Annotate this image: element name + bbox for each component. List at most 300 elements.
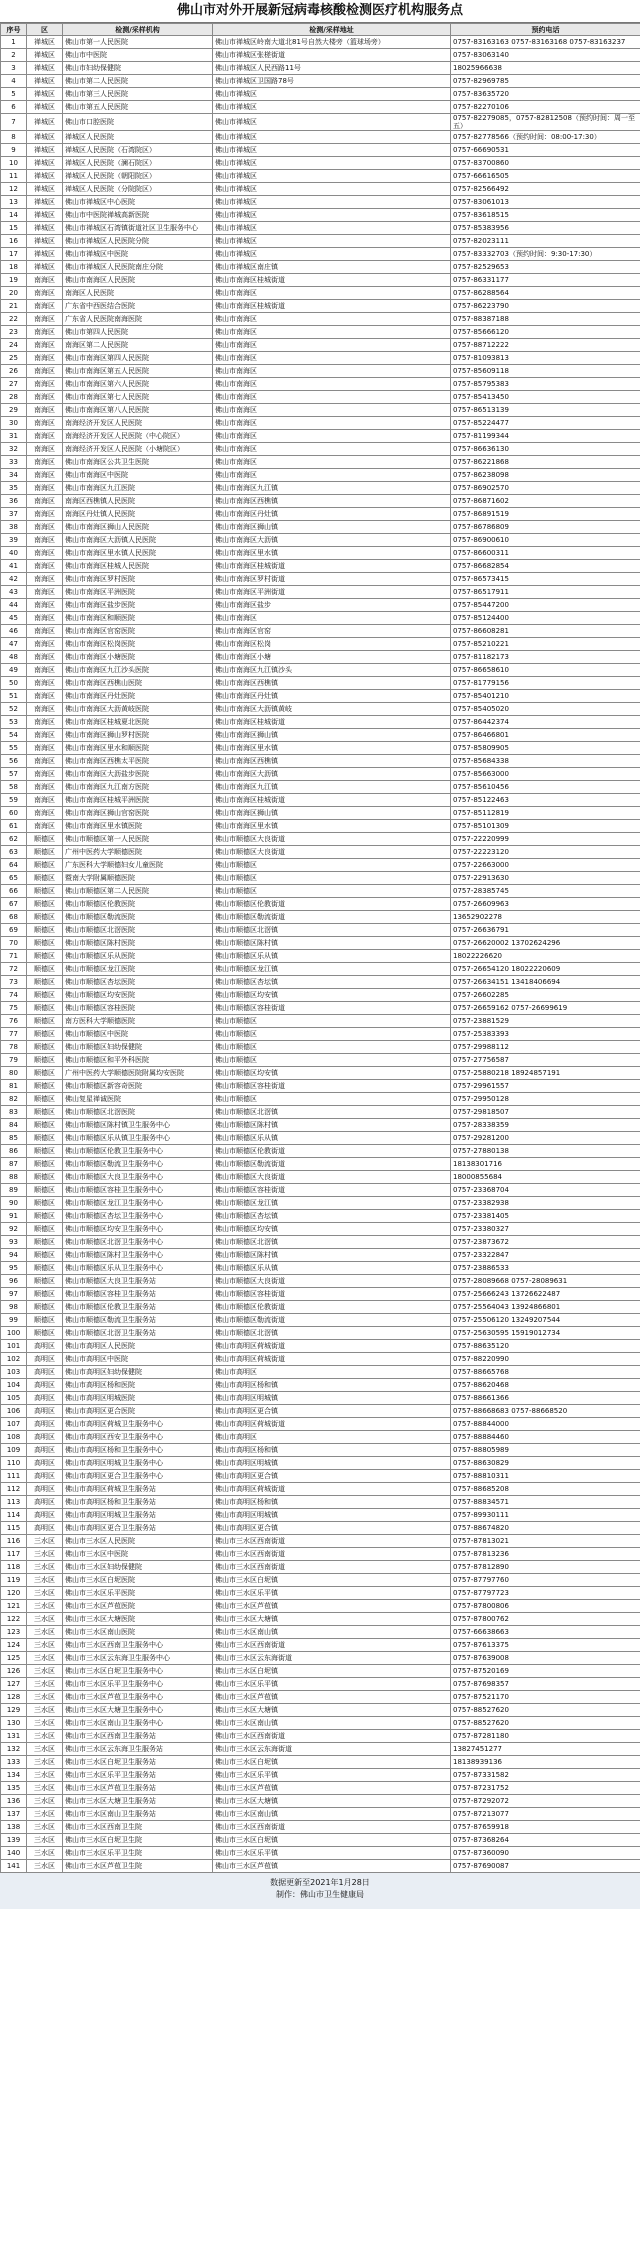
row-index: 33 (1, 456, 27, 469)
row-district: 高明区 (27, 1405, 63, 1418)
row-district: 顺德区 (27, 1028, 63, 1041)
row-phone: 0757-25383393 (451, 1028, 640, 1041)
row-institution: 佛山市南海区人民医院 (63, 274, 213, 287)
table-row (1, 261, 640, 274)
row-address: 佛山市南海区 (213, 443, 451, 456)
table-row (1, 963, 640, 976)
row-address: 佛山市顺德区龙江镇 (213, 1197, 451, 1210)
row-address: 佛山市顺德区乐从镇 (213, 950, 451, 963)
row-index: 59 (1, 794, 27, 807)
row-address: 佛山市南海区盐步 (213, 599, 451, 612)
row-address: 佛山市顺德区勒流街道 (213, 911, 451, 924)
row-address: 佛山市禅城区 (213, 170, 451, 183)
row-index: 55 (1, 742, 27, 755)
table-row (1, 1249, 640, 1262)
row-phone: 0757-66616505 (451, 170, 640, 183)
table-row (1, 378, 640, 391)
row-phone: 0757-82279085，0757-82812508（预约时间：周一至五） (451, 114, 640, 131)
row-index: 129 (1, 1704, 27, 1717)
row-index: 106 (1, 1405, 27, 1418)
row-index: 72 (1, 963, 27, 976)
row-index: 92 (1, 1223, 27, 1236)
row-district: 南海区 (27, 625, 63, 638)
row-address: 佛山市南海区西樵镇 (213, 495, 451, 508)
row-phone: 0757-26659162 0757-26699619 (451, 1002, 640, 1015)
row-address: 佛山市南海区松岗 (213, 638, 451, 651)
row-district: 南海区 (27, 677, 63, 690)
table-row (1, 1743, 640, 1756)
row-phone: 0757-82529653 (451, 261, 640, 274)
table-row (1, 1795, 640, 1808)
table-row (1, 534, 640, 547)
table-row (1, 300, 640, 313)
row-index: 43 (1, 586, 27, 599)
row-address: 佛山市南海区大沥镇黄岐 (213, 703, 451, 716)
row-institution: 佛山市口腔医院 (63, 114, 213, 131)
table-row (1, 664, 640, 677)
table-row (1, 1691, 640, 1704)
row-phone: 18138939136 (451, 1756, 640, 1769)
row-institution: 禅城区人民医院（澜石院区） (63, 157, 213, 170)
row-district: 禅城区 (27, 144, 63, 157)
table-row (1, 75, 640, 88)
row-index: 54 (1, 729, 27, 742)
table-row (1, 638, 640, 651)
row-address: 佛山市高明区荷城街道 (213, 1340, 451, 1353)
row-institution: 佛山市三水区白坭卫生服务中心 (63, 1665, 213, 1678)
table-row (1, 1210, 640, 1223)
table-row (1, 937, 640, 950)
table-row (1, 49, 640, 62)
row-index: 128 (1, 1691, 27, 1704)
row-district: 顺德区 (27, 1275, 63, 1288)
row-index: 12 (1, 183, 27, 196)
row-address: 佛山市禅城区南庄镇 (213, 261, 451, 274)
row-district: 顺德区 (27, 1080, 63, 1093)
row-phone: 0757-87698357 (451, 1678, 640, 1691)
row-district: 南海区 (27, 534, 63, 547)
row-institution: 佛山市南海区官窑医院 (63, 625, 213, 638)
table-row (1, 352, 640, 365)
row-district: 南海区 (27, 742, 63, 755)
row-district: 禅城区 (27, 101, 63, 114)
table-row (1, 872, 640, 885)
row-institution: 佛山市禅城区石湾镇街道社区卫生服务中心 (63, 222, 213, 235)
row-address: 佛山市顺德区容桂街道 (213, 1080, 451, 1093)
table-row (1, 1184, 640, 1197)
row-institution: 佛山市南海区桂城人民医院 (63, 560, 213, 573)
row-index: 113 (1, 1496, 27, 1509)
row-district: 顺德区 (27, 1210, 63, 1223)
row-institution: 佛山市顺德区妇幼保健院 (63, 1041, 213, 1054)
table-row (1, 1665, 640, 1678)
row-index: 1 (1, 36, 27, 49)
table-row (1, 144, 640, 157)
table-row (1, 417, 640, 430)
row-index: 2 (1, 49, 27, 62)
row-phone: 0757-23380327 (451, 1223, 640, 1236)
row-institution: 佛山市三水区白坭卫生服务站 (63, 1756, 213, 1769)
row-index: 98 (1, 1301, 27, 1314)
row-district: 三水区 (27, 1665, 63, 1678)
row-index: 100 (1, 1327, 27, 1340)
row-institution: 佛山市顺德区陈村医院 (63, 937, 213, 950)
row-address: 佛山市南海区里水镇 (213, 820, 451, 833)
row-address: 佛山市高明区明城镇 (213, 1457, 451, 1470)
row-district: 顺德区 (27, 1067, 63, 1080)
row-district: 南海区 (27, 482, 63, 495)
row-phone: 0757-86786809 (451, 521, 640, 534)
row-institution: 佛山市南海区狮山罗村医院 (63, 729, 213, 742)
table-row (1, 1587, 640, 1600)
row-phone: 0757-82969785 (451, 75, 640, 88)
row-phone: 0757-86658610 (451, 664, 640, 677)
row-address: 佛山市南海区罗村街道 (213, 573, 451, 586)
row-address: 佛山市禅城区人民西路11号 (213, 62, 451, 75)
row-district: 顺德区 (27, 1054, 63, 1067)
row-institution: 佛山市顺德区大良卫生服务站 (63, 1275, 213, 1288)
row-index: 4 (1, 75, 27, 88)
table-row (1, 820, 640, 833)
row-institution: 禅城区人民医院（朝阳院区） (63, 170, 213, 183)
row-index: 118 (1, 1561, 27, 1574)
table-row (1, 976, 640, 989)
row-institution: 佛山市高明区更合卫生服务中心 (63, 1470, 213, 1483)
row-district: 顺德区 (27, 924, 63, 937)
table-row (1, 1236, 640, 1249)
row-address: 佛山市顺德区勒流街道 (213, 1314, 451, 1327)
row-phone: 0757-83163163 0757-83163168 0757-83163237 (451, 36, 640, 49)
row-district: 顺德区 (27, 885, 63, 898)
row-phone: 0757-88630829 (451, 1457, 640, 1470)
row-district: 三水区 (27, 1626, 63, 1639)
row-district: 三水区 (27, 1639, 63, 1652)
table-row (1, 183, 640, 196)
row-district: 禅城区 (27, 114, 63, 131)
table-row (1, 1548, 640, 1561)
row-address: 佛山市禅城区 (213, 114, 451, 131)
row-district: 南海区 (27, 560, 63, 573)
row-address: 佛山市顺德区伦教街道 (213, 1145, 451, 1158)
row-district: 禅城区 (27, 183, 63, 196)
row-institution: 佛山市顺德区北滘医院 (63, 1106, 213, 1119)
row-address: 佛山市南海区桂城街道 (213, 300, 451, 313)
table-row (1, 911, 640, 924)
table-row (1, 1093, 640, 1106)
row-institution: 广东医科大学顺德妇女儿童医院 (63, 859, 213, 872)
table-row (1, 1080, 640, 1093)
row-index: 85 (1, 1132, 27, 1145)
row-address: 佛山市南海区狮山镇 (213, 729, 451, 742)
row-index: 109 (1, 1444, 27, 1457)
row-phone: 0757-87331582 (451, 1769, 640, 1782)
row-district: 三水区 (27, 1795, 63, 1808)
row-index: 60 (1, 807, 27, 820)
row-phone: 0757-86891519 (451, 508, 640, 521)
table-row (1, 703, 640, 716)
row-district: 顺德区 (27, 950, 63, 963)
footer (0, 1873, 640, 1909)
row-index: 136 (1, 1795, 27, 1808)
row-district: 南海区 (27, 443, 63, 456)
row-phone: 0757-88220990 (451, 1353, 640, 1366)
row-address: 佛山市顺德区伦教街道 (213, 1301, 451, 1314)
row-district: 高明区 (27, 1470, 63, 1483)
row-index: 108 (1, 1431, 27, 1444)
row-institution: 佛山市南海区狮山官窑医院 (63, 807, 213, 820)
row-phone: 0757-87813236 (451, 1548, 640, 1561)
row-district: 南海区 (27, 690, 63, 703)
row-district: 顺德区 (27, 1145, 63, 1158)
row-address: 佛山市高明区更合镇 (213, 1405, 451, 1418)
row-index: 56 (1, 755, 27, 768)
row-index: 88 (1, 1171, 27, 1184)
row-index: 52 (1, 703, 27, 716)
table-row (1, 1392, 640, 1405)
row-address: 佛山市南海区 (213, 612, 451, 625)
row-district: 南海区 (27, 495, 63, 508)
row-index: 42 (1, 573, 27, 586)
row-index: 138 (1, 1821, 27, 1834)
row-index: 95 (1, 1262, 27, 1275)
row-district: 南海区 (27, 365, 63, 378)
row-institution: 佛山复星禅诚医院 (63, 1093, 213, 1106)
table-row (1, 950, 640, 963)
row-address: 佛山市南海区 (213, 404, 451, 417)
row-institution: 佛山市三水区南山卫生服务站 (63, 1808, 213, 1821)
row-phone: 0757-85413450 (451, 391, 640, 404)
row-index: 23 (1, 326, 27, 339)
table-row (1, 1522, 640, 1535)
row-institution: 佛山市南海区第六人民医院 (63, 378, 213, 391)
row-index: 15 (1, 222, 27, 235)
row-phone: 0757-23322847 (451, 1249, 640, 1262)
row-address: 佛山市顺德区容桂街道 (213, 1002, 451, 1015)
row-phone: 0757-28385745 (451, 885, 640, 898)
row-address: 佛山市南海区 (213, 391, 451, 404)
row-address: 佛山市顺德区均安镇 (213, 1223, 451, 1236)
col-district: 区 (27, 24, 63, 36)
row-phone: 0757-29961557 (451, 1080, 640, 1093)
table-row (1, 495, 640, 508)
row-institution: 佛山市南海区九江沙头医院 (63, 664, 213, 677)
row-phone: 0757-26654120 18022220609 (451, 963, 640, 976)
row-institution: 佛山市顺德区伦教医院 (63, 898, 213, 911)
row-district: 南海区 (27, 391, 63, 404)
row-institution: 佛山市顺德区第一人民医院 (63, 833, 213, 846)
row-district: 禅城区 (27, 235, 63, 248)
table-row (1, 781, 640, 794)
table-row (1, 794, 640, 807)
table-row (1, 443, 640, 456)
row-index: 87 (1, 1158, 27, 1171)
row-address: 佛山市南海区 (213, 352, 451, 365)
row-index: 89 (1, 1184, 27, 1197)
row-index: 67 (1, 898, 27, 911)
row-index: 62 (1, 833, 27, 846)
row-address: 佛山市顺德区北滘镇 (213, 1236, 451, 1249)
row-index: 61 (1, 820, 27, 833)
row-district: 南海区 (27, 417, 63, 430)
row-address: 佛山市顺德区 (213, 885, 451, 898)
row-district: 顺德区 (27, 976, 63, 989)
row-index: 36 (1, 495, 27, 508)
table-row (1, 612, 640, 625)
row-district: 禅城区 (27, 75, 63, 88)
row-district: 南海区 (27, 287, 63, 300)
row-index: 130 (1, 1717, 27, 1730)
row-phone: 0757-88527620 (451, 1717, 640, 1730)
row-district: 禅城区 (27, 131, 63, 144)
table-row (1, 456, 640, 469)
row-district: 顺德区 (27, 1093, 63, 1106)
row-phone: 0757-83332703（预约时间：9:30-17:30） (451, 248, 640, 261)
row-district: 高明区 (27, 1483, 63, 1496)
row-index: 132 (1, 1743, 27, 1756)
row-institution: 佛山市顺德区勒流卫生服务中心 (63, 1158, 213, 1171)
footer-producer: 制作：佛山市卫生健康局 (276, 1890, 364, 1899)
row-district: 高明区 (27, 1340, 63, 1353)
row-phone: 0757-87639008 (451, 1652, 640, 1665)
row-district: 南海区 (27, 586, 63, 599)
row-address: 佛山市顺德区 (213, 1028, 451, 1041)
row-phone: 0757-85124400 (451, 612, 640, 625)
row-index: 84 (1, 1119, 27, 1132)
row-institution: 佛山市南海区大沥黄岐医院 (63, 703, 213, 716)
row-phone: 0757-88844000 (451, 1418, 640, 1431)
row-index: 79 (1, 1054, 27, 1067)
row-address: 佛山市禅城区岭南大道北81号自然大楼旁（篮球场旁） (213, 36, 451, 49)
row-institution: 佛山市顺德区北滘卫生服务中心 (63, 1236, 213, 1249)
row-phone: 0757-85609118 (451, 365, 640, 378)
row-address: 佛山市顺德区杏坛镇 (213, 976, 451, 989)
row-phone: 0757-25666243 13726622487 (451, 1288, 640, 1301)
row-index: 50 (1, 677, 27, 690)
table-row (1, 1067, 640, 1080)
row-address: 佛山市南海区 (213, 378, 451, 391)
row-district: 三水区 (27, 1756, 63, 1769)
table-row (1, 36, 640, 49)
row-phone: 0757-87360090 (451, 1847, 640, 1860)
row-address: 佛山市南海区丹灶镇 (213, 690, 451, 703)
row-phone: 0757-87812890 (451, 1561, 640, 1574)
table-row (1, 1197, 640, 1210)
row-index: 86 (1, 1145, 27, 1158)
row-institution: 佛山市高明区明城卫生服务站 (63, 1509, 213, 1522)
row-institution: 佛山市禅城区人民医院南庄分院 (63, 261, 213, 274)
row-institution: 佛山市顺德区乐从医院 (63, 950, 213, 963)
row-district: 顺德区 (27, 911, 63, 924)
row-district: 三水区 (27, 1769, 63, 1782)
row-address: 佛山市顺德区陈村镇 (213, 1249, 451, 1262)
row-phone: 0757-83618515 (451, 209, 640, 222)
table-row (1, 1158, 640, 1171)
row-district: 禅城区 (27, 261, 63, 274)
row-district: 南海区 (27, 820, 63, 833)
row-index: 137 (1, 1808, 27, 1821)
row-address: 佛山市顺德区大良街道 (213, 1275, 451, 1288)
row-institution: 佛山市南海区第八人民医院 (63, 404, 213, 417)
row-address: 佛山市顺德区北滘镇 (213, 1327, 451, 1340)
row-index: 14 (1, 209, 27, 222)
row-institution: 佛山市南海区平洲医院 (63, 586, 213, 599)
row-address: 佛山市高明区明城镇 (213, 1392, 451, 1405)
row-address: 佛山市南海区桂城街道 (213, 274, 451, 287)
row-index: 76 (1, 1015, 27, 1028)
row-index: 91 (1, 1210, 27, 1223)
row-phone: 0757-88884460 (451, 1431, 640, 1444)
row-index: 64 (1, 859, 27, 872)
row-index: 107 (1, 1418, 27, 1431)
row-phone: 0757-88805989 (451, 1444, 640, 1457)
row-phone: 0757-25880218 18924857191 (451, 1067, 640, 1080)
row-address: 佛山市南海区桂城街道 (213, 716, 451, 729)
table-row (1, 1821, 640, 1834)
row-address: 佛山市南海区 (213, 430, 451, 443)
row-institution: 佛山市顺德区容桂卫生服务站 (63, 1288, 213, 1301)
table-row (1, 1301, 640, 1314)
row-index: 90 (1, 1197, 27, 1210)
row-index: 44 (1, 599, 27, 612)
row-phone: 0757-87659918 (451, 1821, 640, 1834)
row-address: 佛山市南海区 (213, 417, 451, 430)
row-institution: 佛山市南海区盐步医院 (63, 599, 213, 612)
table-row (1, 573, 640, 586)
row-institution: 佛山市南海区大沥盐步医院 (63, 768, 213, 781)
table-row (1, 742, 640, 755)
row-institution: 佛山市第三人民医院 (63, 88, 213, 101)
row-index: 47 (1, 638, 27, 651)
row-index: 99 (1, 1314, 27, 1327)
row-institution: 南海经济开发区人民医院 (63, 417, 213, 430)
row-phone: 0757-85122463 (451, 794, 640, 807)
table-row (1, 1444, 640, 1457)
row-phone: 0757-82023111 (451, 235, 640, 248)
table-row (1, 1041, 640, 1054)
row-phone: 0757-83061013 (451, 196, 640, 209)
row-institution: 佛山市第五人民医院 (63, 101, 213, 114)
row-institution: 佛山市高明区杨和卫生服务中心 (63, 1444, 213, 1457)
row-district: 南海区 (27, 313, 63, 326)
row-address: 佛山市三水区南山镇 (213, 1626, 451, 1639)
row-institution: 佛山市顺德区中医院 (63, 1028, 213, 1041)
row-phone: 0757-87800806 (451, 1600, 640, 1613)
row-phone: 0757-85405020 (451, 703, 640, 716)
row-institution: 佛山市南海区第七人民医院 (63, 391, 213, 404)
row-address: 佛山市三水区乐平镇 (213, 1678, 451, 1691)
row-institution: 佛山市三水区白坭医院 (63, 1574, 213, 1587)
table-row (1, 1223, 640, 1236)
row-phone: 0757-83063140 (451, 49, 640, 62)
table-row (1, 1288, 640, 1301)
table-row (1, 1704, 640, 1717)
row-index: 45 (1, 612, 27, 625)
row-phone: 0757-88665768 (451, 1366, 640, 1379)
row-address: 佛山市禅城区 (213, 131, 451, 144)
row-index: 18 (1, 261, 27, 274)
row-district: 禅城区 (27, 209, 63, 222)
row-phone: 18000855684 (451, 1171, 640, 1184)
row-institution: 佛山市禅城区中医院 (63, 248, 213, 261)
row-district: 顺德区 (27, 989, 63, 1002)
row-district: 南海区 (27, 638, 63, 651)
row-index: 68 (1, 911, 27, 924)
row-phone: 0757-85401210 (451, 690, 640, 703)
row-index: 123 (1, 1626, 27, 1639)
row-address: 佛山市南海区里水镇 (213, 742, 451, 755)
row-address: 佛山市南海区九江镇沙头 (213, 664, 451, 677)
row-institution: 佛山市三水区云东海卫生服务中心 (63, 1652, 213, 1665)
